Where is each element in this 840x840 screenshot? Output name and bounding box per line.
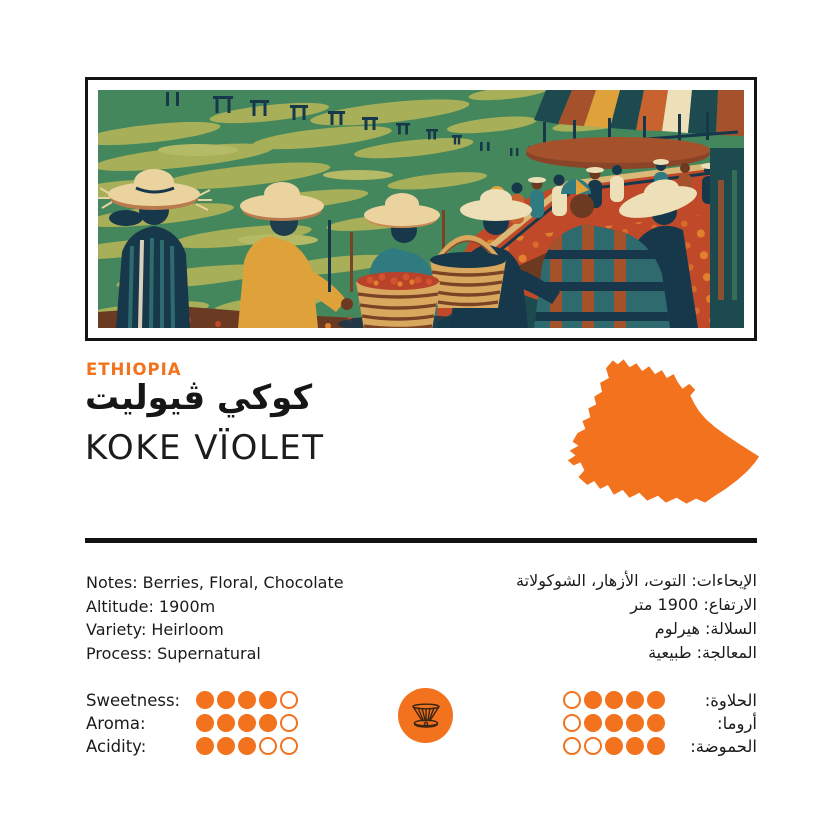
dot-filled: [217, 691, 235, 709]
dot-empty: [563, 691, 581, 709]
rating-dots: [196, 714, 298, 732]
rating-label: الحلاوة:: [704, 690, 757, 710]
rating-label: الحموضة:: [690, 736, 757, 756]
rock: [109, 210, 143, 226]
rating-row: [563, 737, 757, 755]
rating-label: Sweetness:: [86, 690, 181, 710]
dot-empty: [584, 737, 602, 755]
dot-filled: [647, 714, 665, 732]
dot-filled: [605, 691, 623, 709]
dot-empty: [259, 737, 277, 755]
dot-filled: [584, 714, 602, 732]
illustration-frame: [85, 77, 757, 341]
details-english: [86, 571, 344, 665]
coffee-harvest-illustration: [98, 90, 744, 328]
rating-row: [563, 691, 757, 709]
title-arabic: كوكي ڤيوليت: [85, 378, 313, 418]
origin-label: ETHIOPIA: [86, 360, 182, 379]
dot-filled: [605, 737, 623, 755]
ethiopia-map-icon: [552, 348, 760, 512]
title-english: KOKE VÏOLET: [85, 428, 325, 468]
detail-process-ar: المعالجة: طبيعية: [648, 643, 757, 662]
dot-empty: [280, 714, 298, 732]
dot-filled: [217, 714, 235, 732]
dot-filled: [647, 691, 665, 709]
dot-filled: [238, 737, 256, 755]
dot-filled: [626, 714, 644, 732]
detail-process: [86, 642, 344, 666]
rating-row: [563, 714, 757, 732]
ratings-english: [86, 691, 298, 760]
detail-label: Process:: [86, 643, 153, 663]
dot-filled: [238, 714, 256, 732]
rating-label: أروما:: [717, 713, 757, 733]
dot-filled: [196, 691, 214, 709]
pour-over-dripper-icon: [408, 700, 444, 731]
dot-filled: [605, 714, 623, 732]
dot-filled: [259, 714, 277, 732]
rating-dots: [196, 737, 298, 755]
detail-value: Berries, Floral, Chocolate: [142, 573, 344, 592]
details-arabic: [516, 569, 757, 665]
brew-method-badge: [398, 688, 453, 743]
detail-notes-ar: الإيحاءات: التوت، الأزهار، الشوكولاتة: [516, 571, 757, 590]
rating-dots: [196, 691, 298, 709]
dot-filled: [584, 691, 602, 709]
dot-empty: [280, 691, 298, 709]
dot-filled: [238, 691, 256, 709]
rating-row: [86, 691, 298, 709]
rating-row: [86, 737, 298, 755]
detail-value: Heirloom: [151, 620, 224, 639]
dot-empty: [563, 737, 581, 755]
dot-empty: [280, 737, 298, 755]
dot-filled: [196, 737, 214, 755]
dot-filled: [217, 737, 235, 755]
dot-filled: [626, 737, 644, 755]
detail-altitude-ar: الارتفاع: 1900 متر: [630, 595, 757, 614]
detail-variety: [86, 618, 344, 642]
detail-value: 1900m: [158, 596, 216, 616]
detail-label: Variety:: [86, 620, 147, 639]
rating-dots: [563, 714, 665, 732]
rating-dots: [563, 691, 665, 709]
coffee-bushes: [710, 148, 744, 328]
detail-altitude: [86, 595, 344, 619]
dot-filled: [259, 691, 277, 709]
divider-rule: [85, 538, 757, 543]
rating-row: [86, 714, 298, 732]
detail-label: Notes:: [86, 573, 138, 592]
rating-label: Acidity:: [86, 736, 147, 756]
detail-variety-ar: السلالة: هيرلوم: [654, 619, 757, 638]
detail-label: Altitude:: [86, 596, 154, 616]
detail-value: Supernatural: [157, 643, 261, 663]
ratings-arabic: [563, 691, 757, 760]
dot-filled: [196, 714, 214, 732]
dot-filled: [626, 691, 644, 709]
rating-dots: [563, 737, 665, 755]
dot-filled: [647, 737, 665, 755]
rating-label: Aroma:: [86, 713, 146, 733]
detail-notes: [86, 571, 344, 595]
dot-empty: [563, 714, 581, 732]
